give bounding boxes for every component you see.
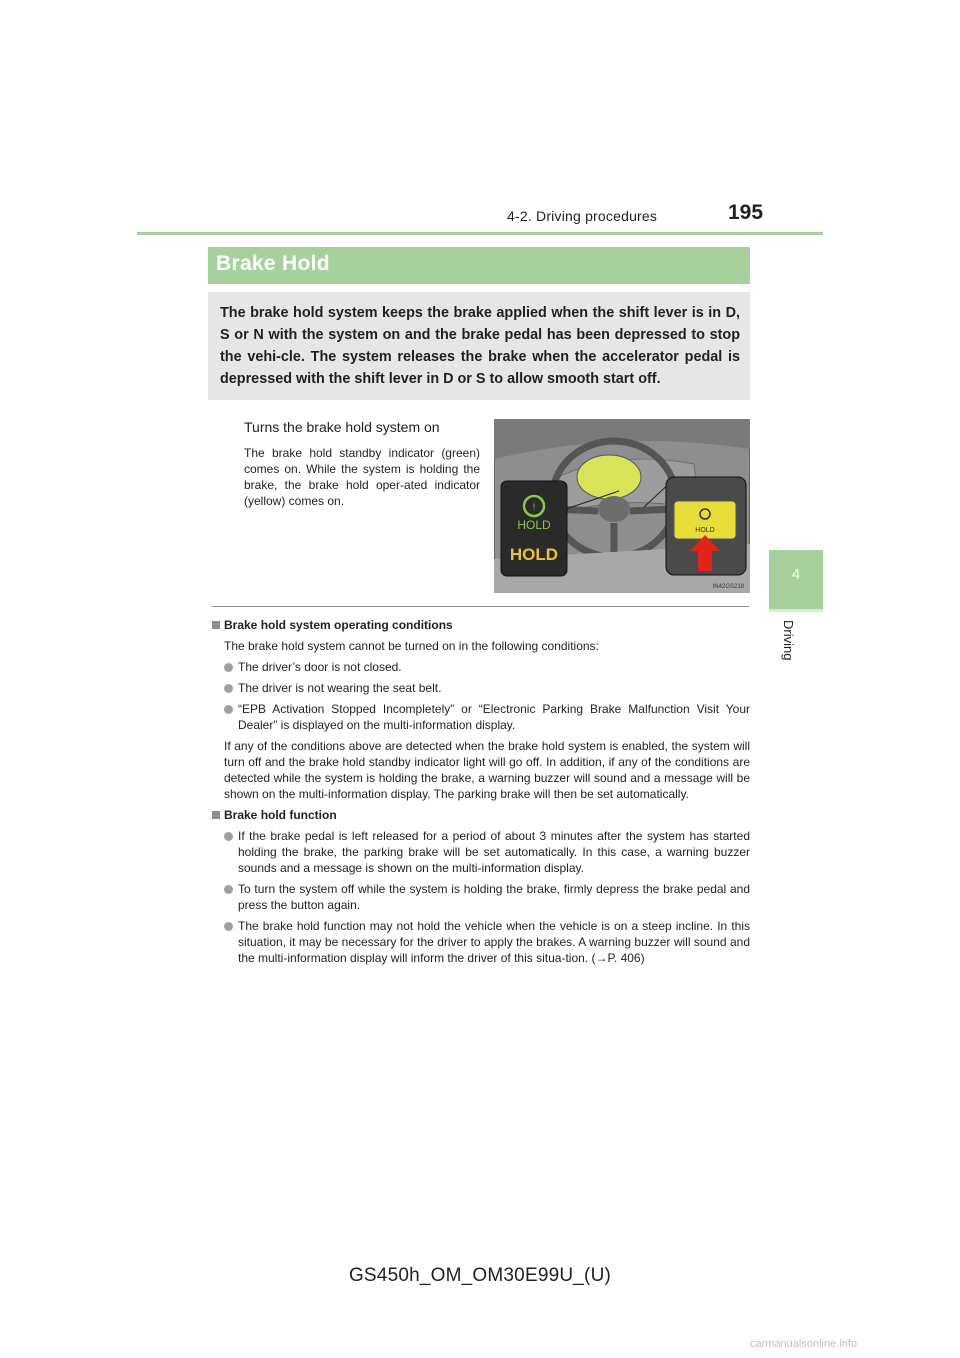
step-description: The brake hold standby indicator (green) comes on. While the system is holding the brake, the brake hold oper-ated indicator (yellow) comes on. — [244, 446, 480, 508]
conditions-heading-text: Brake hold system operating conditions — [224, 618, 453, 632]
meter-highlight — [577, 455, 641, 499]
bullet-icon — [224, 663, 233, 672]
chapter-tab-divider — [769, 609, 823, 612]
indicator-hold-green: HOLD — [517, 518, 551, 532]
page-number: 195 — [728, 201, 764, 224]
bullet-icon — [224, 684, 233, 693]
list-item — [212, 918, 750, 966]
notes — [212, 617, 750, 966]
conditions-lead: The brake hold system cannot be turned on in the following conditions: — [224, 639, 599, 653]
page-title: Brake Hold — [216, 252, 330, 275]
hold-button-label: HOLD — [695, 527, 715, 534]
bullet-icon — [224, 922, 233, 931]
function-heading-text: Brake hold function — [224, 808, 337, 822]
list-item-text: The driver is not wearing the seat belt. — [238, 681, 442, 695]
list-item — [212, 701, 750, 733]
intro-text: The brake hold system keeps the brake applied when the shift lever is in D, S or N with the system on and the brake pedal has been depressed to stop the vehi-cle. The system releases the brake when the accelerator pedal is depressed with the shift lever in D or S to allow smooth start off. — [220, 305, 740, 387]
square-bullet-icon — [212, 621, 220, 629]
square-bullet-icon — [212, 811, 220, 819]
header-rule — [137, 232, 823, 235]
list-item — [212, 828, 750, 876]
section-header: 4-2. Driving procedures — [507, 208, 658, 224]
bullet-icon — [224, 705, 233, 714]
bullet-icon — [224, 832, 233, 841]
step-title: Turns the brake hold system on — [244, 419, 440, 435]
list-item-text: The driver’s door is not closed. — [238, 660, 402, 674]
function-heading — [212, 807, 750, 823]
bullet-icon — [224, 885, 233, 894]
list-item — [212, 881, 750, 913]
list-item-text: To turn the system off while the system is holding the brake, firmly depress the brake pedal and press the button again. — [238, 882, 750, 912]
chapter-tab-number: 4 — [791, 566, 801, 583]
list-item — [212, 680, 750, 696]
watermark: carmanualsonline.info — [750, 1338, 858, 1350]
svg-text:!: ! — [532, 502, 536, 512]
chapter-label-text: Driving — [781, 620, 796, 661]
list-item-text: If the brake pedal is left released for a period of about 3 minutes after the system has started holding the brake, the parking brake will be set automatically. In this case, a warning buzzer sounds and a message is shown on the multi-information display. — [238, 829, 750, 875]
dashboard-illustration — [494, 419, 750, 593]
document-code: GS450h_OM_OM30E99U_(U) — [348, 1265, 612, 1286]
list-item-text: The brake hold function may not hold the vehicle when the vehicle is on a steep incline. In this situation, it may be necessary for the driver to apply the brakes. A warning buzzer will sound and the multi-information display will inform the driver of this situa-tion. (→P. 406) — [238, 919, 750, 965]
divider — [212, 606, 749, 607]
conditions-trailing: If any of the conditions above are detected when the brake hold system is enabled, the system will turn off and the brake hold standby indicator light will go off. In addition, if any of the conditions are detected while the system is holding the brake, a warning buzzer will sound and a message will be shown on the multi-information display. The parking brake will then be set automatically. — [224, 739, 750, 801]
indicator-hold-yellow: HOLD — [509, 545, 559, 564]
illustration-code: IN42GS218 — [712, 584, 744, 590]
list-item-text: “EPB Activation Stopped Incompletely” or “Electronic Parking Brake Malfunction Visit Your Dealer” is displayed on the multi-information display. — [238, 702, 750, 732]
conditions-heading — [212, 617, 750, 633]
chapter-label — [782, 620, 802, 680]
list-item — [212, 659, 750, 675]
